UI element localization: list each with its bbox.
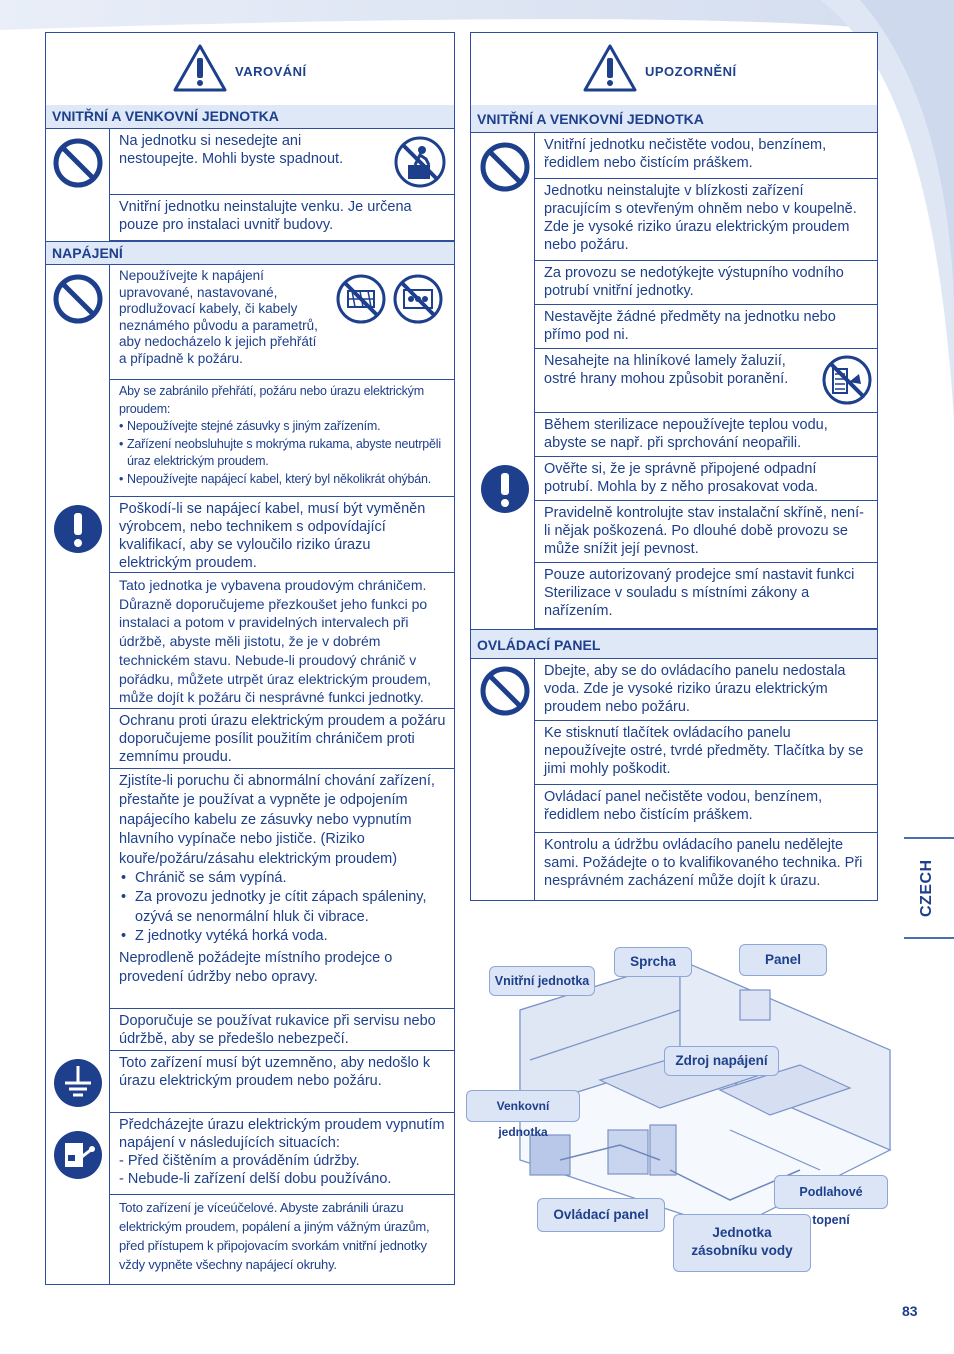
- row-no-fire-bathroom: Jednotku neinstalujte v blízkosti zařízení pracujícím s otevřeným ohněm nebo v koupelně. Zde je vysoké riziko úrazu elektrickým proudem nebo požáru.: [535, 179, 877, 261]
- list-item: • Za provozu jednotky je cítit zápach spáleniny, ozývá se nenormální hluk či vibrace.: [119, 888, 446, 927]
- row-check-cabinet: Pravidelně kontrolujte stav instalační skříně, není-li nějak poškozená. Po dlouhé době provozu se může snížit její pevnost.: [535, 501, 877, 563]
- row-no-outdoor-install: Vnitřní jednotku neinstalujte venku. Je určena pouze pro instalaci uvnitř budovy.: [110, 195, 454, 241]
- mandatory-icon: [52, 503, 104, 555]
- row-no-touch-fins: Nesahejte na hliníkové lamely žaluzií, ostré hrany mohou způsobit poranění.: [535, 349, 877, 413]
- list-item: • Zařízení neobsluhujte s mokrýma rukama, abyste neutrpěli úraz elektrickým proudem.: [119, 436, 446, 471]
- row-no-objects: Nestavějte žádné předměty na jednotku nebo přímo pod ni.: [535, 305, 877, 349]
- mandatory-icon: [479, 463, 531, 515]
- list-item: - Nebude-li zařízení delší dobu používáno.: [119, 1171, 392, 1187]
- row-panel-no-cleaning: Ovládací panel nečistěte vodou, benzínem, ředidlem nebo čistícím práškem.: [535, 785, 877, 833]
- row-panel-no-water: Dbejte, aby se do ovládacího panelu nedostala voda. Zde je vysoké riziko úrazu elektrickým proudem nebo požáru.: [535, 659, 877, 721]
- label-indoor-unit: Vnitřní jednotka: [489, 966, 595, 996]
- list-item: • Nepoužívejte stejné zásuvky s jiným zařízením.: [119, 418, 446, 436]
- list-item: - Před čištěním a prováděním údržby.: [119, 1153, 360, 1169]
- section-heading-control-panel: OVLÁDACÍ PANEL: [471, 629, 877, 659]
- list-item: • Chránič se sám vypíná.: [119, 869, 446, 888]
- overheat-bullets: [119, 418, 446, 488]
- row-damaged-cable: Poškodí-li se napájecí kabel, musí být vyměněn výrobcem, nebo technikem s odpovídající kvalifikací, aby se vyloučilo riziko úrazu elektrickým proudem.: [110, 497, 454, 573]
- row-earth-breaker: Ochranu proti úrazu elektrickým proudem a požáru doporučujeme posílit použitím chráničem proti zemnímu proudu.: [110, 709, 454, 769]
- row-no-water-cleaning: Vnitřní jednotku nečistěte vodou, benzínem, ředidlem nebo čistícím práškem.: [535, 133, 877, 179]
- label-floor-heating: Podlahové topení: [774, 1175, 888, 1209]
- row-no-sitting: Na jednotku si nesedejte ani nestoupejte. Mohli byste spadnout.: [110, 129, 454, 195]
- language-tab: CZECH: [904, 837, 954, 939]
- section-heading-units: VNITŘNÍ A VENKOVNÍ JEDNOTKA: [46, 105, 454, 129]
- caution-box: [470, 32, 878, 901]
- row-malfunction: Zjistíte-li poruchu či abnormální chování zařízení, přestaňte je používat a vypněte je odpojením napájecího kabelu ze zásuvky nebo vypnutím hlavního vypínače nebo jističe. (Riziko kouře/požáru/zásahu elektrickým proudem) • Chránič se sám vypíná. • Za provozu jednotky je cítit zápach spáleniny, ozývá se nenormální hluk či vibrace. • Z jednotky vytéká horká voda. Neprodleně požádejte místního prodejce o provedení údržby nebo opravy.: [110, 769, 454, 1009]
- prohibition-icon: [479, 665, 531, 717]
- row-multi-purpose: Toto zařízení je víceúčelové. Abyste zabránili úrazu elektrickým proudem, popálení a jiným vážným úrazům, před přístupem k připojovacím svorkám vnitřní jednotky vždy vypněte všechny napájecí okruhy.: [119, 1200, 430, 1272]
- malfunction-bullets: [119, 869, 446, 947]
- row-check-drain: Ověřte si, že je správně připojené odpadní potrubí. Mohla by z něho prosakovat voda.: [535, 457, 877, 501]
- page-number: 83: [902, 1303, 918, 1319]
- no-multiple-socket-icon: [392, 273, 444, 325]
- prohibition-icon: [479, 141, 531, 193]
- row-earthed: Toto zařízení musí být uzemněno, aby nedošlo k úrazu elektrickým proudem nebo požáru.: [110, 1051, 454, 1113]
- prohibition-icon: [52, 273, 104, 325]
- label-panel: Panel: [739, 944, 827, 976]
- switch-off-items: [119, 1152, 446, 1188]
- no-climbing-icon: [393, 135, 447, 189]
- list-item: • Z jednotky vytéká horká voda.: [119, 927, 446, 946]
- warning-triangle-icon: [172, 43, 228, 93]
- row-no-hot-water: Během sterilizace nepoužívejte teplou vodu, abyste se např. při sprchování neopařili.: [535, 413, 877, 457]
- row-panel-no-diy: Kontrolu a údržbu ovládacího panelu nedělejte sami. Požádejte o to kvalifikovaného technika. Při nesprávném zacházení může dojít k úrazu.: [544, 837, 863, 889]
- prohibition-icon: [52, 137, 104, 189]
- row-gloves: Doporučuje se používat rukavice při servisu nebo údržbě, aby se předešlo nebezpečí.: [110, 1009, 454, 1051]
- row-authorized-dealer: Pouze autorizovaný prodejce smí nastavit funkci Sterilizace v souladu s místními zákony a nařízením.: [535, 563, 877, 629]
- label-outdoor-unit: Venkovní jednotka: [466, 1090, 580, 1122]
- row-breaker: Tato jednotka je vybavena proudovým chráničem. Důrazně doporučujeme přezkoušet jeho funkci po instalaci a potom v pravidelných intervalech při údržbě, abyste měli jistotu, že je v dobrém technickém stavu. Nebude-li proudový chránič v pořádku, můžete utrpět úraz elektrickým proudem, může dojít k požáru či nesprávné funkci jednotky.: [110, 573, 454, 709]
- caution-title: UPOZORNĚNÍ: [645, 64, 737, 79]
- caution-header: [471, 33, 877, 106]
- label-shower: Sprcha: [614, 947, 692, 977]
- no-extension-cord-icon: [335, 273, 387, 325]
- section-heading-power: NAPÁJENÍ: [46, 241, 454, 265]
- row-no-extension-cable: Nepoužívejte k napájení upravované, nastavované, prodlužovací kabely, či kabely neznámého původu a parametrů, aby nedocházelo k jejich přehřátí a případně k požáru.: [110, 265, 454, 380]
- no-touch-fins-icon: [821, 354, 873, 406]
- label-control-panel: Ovládací panel: [537, 1198, 665, 1232]
- list-item: • Nepoužívejte napájecí kabel, který byl několikrát ohýbán.: [119, 471, 446, 489]
- row-no-touch-pipe: Za provozu se nedotýkejte výstupního vodního potrubí vnitřní jednotky.: [535, 261, 877, 305]
- earth-ground-icon: [52, 1057, 104, 1109]
- row-overheat-prevention: Aby se zabránilo přehřátí, požáru nebo úrazu elektrickým proudem: • Nepoužívejte stejné zásuvky s jiným zařízením. • Zařízení neobsluhujte s mokrýma rukama, abyste neutrpěli úraz elektrickým proudem. • Nepoužívejte napájecí kabel, který byl několikrát ohýbán.: [110, 380, 454, 497]
- icon-column: [46, 497, 110, 1051]
- row-switch-off: Předcházejte úrazu elektrickým proudem vypnutím napájení v následujících situacích: - Před čištěním a prováděním údržby. - Nebude-li zařízení delší dobu používáno.: [110, 1113, 454, 1195]
- warning-header: [46, 33, 454, 106]
- label-power-source: Zdroj napájení: [664, 1046, 779, 1076]
- section-heading-units: VNITŘNÍ A VENKOVNÍ JEDNOTKA: [471, 105, 877, 133]
- caution-triangle-icon: [582, 43, 638, 93]
- label-water-tank: Jednotka zásobníku vody: [673, 1214, 811, 1272]
- unplug-icon: [52, 1129, 104, 1181]
- warning-box: [45, 32, 455, 1285]
- warning-title: VAROVÁNÍ: [235, 64, 307, 79]
- row-panel-no-sharp: Ke stisknutí tlačítek ovládacího panelu nepoužívejte ostré, tvrdé předměty. Tlačítka by se jimi mohly poškodit.: [535, 721, 877, 785]
